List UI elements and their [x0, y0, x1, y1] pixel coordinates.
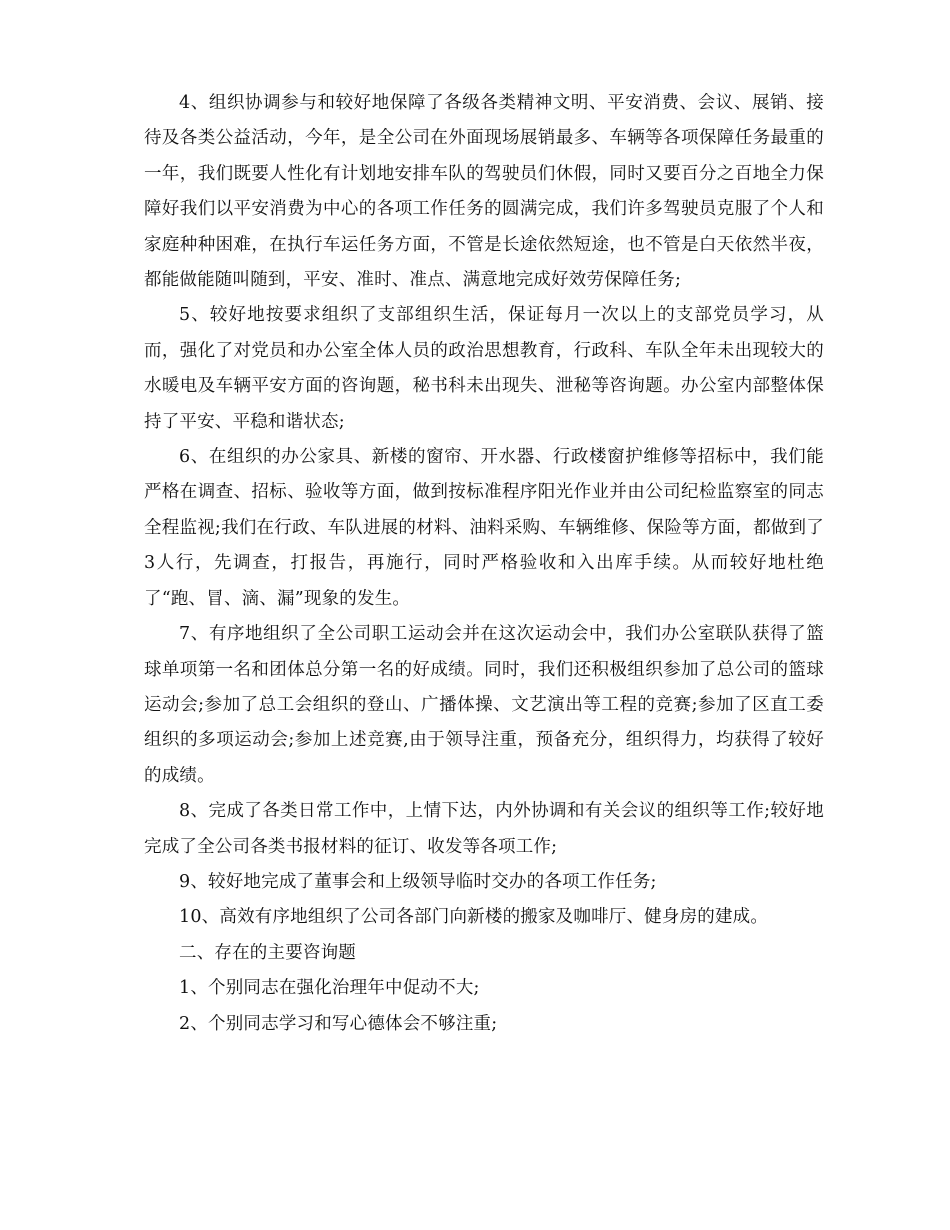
section-heading-problems: 二、存在的主要咨询题 [179, 942, 356, 963]
paragraph-item-5: 5、较好地按要求组织了支部组织生活，保证每月一次以上的支部党员学习，从而，强化了对党员和办公室全体人员的政治思想教育，行政科、车队全年未出现较大的水暖电及车辆平安方面的咨询题，秘书科未出现失、泄秘等咨询题。办公室内部整体保持了平安、平稳和谐状态; [144, 305, 824, 432]
problem-item-2: 2、个别同志学习和写心德体会不够注重; [179, 1013, 498, 1034]
paragraph-item-4: 4、组织协调参与和较好地保障了各级各类精神文明、平安消费、会议、展销、接待及各类公益活动，今年，是全公司在外面现场展销最多、车辆等各项保障任务最重的一年，我们既要人性化有计划地安排车队的驾驶员们休假，同时又要百分之百地全力保障好我们以平安消费为中心的各项工作任务的圆满完成，我们许多驾驶员克服了个人和家庭种种困难，在执行车运任务方面，不管是长途依然短途，也不管是白天依然半夜，都能做能随叫随到，平安、准时、准点、满意地完成好效劳保障任务; [144, 93, 824, 291]
paragraph-item-10: 10、高效有序地组织了公司各部门向新楼的搬家及咖啡厅、健身房的建成。 [179, 907, 769, 928]
paragraph-item-6: 6、在组织的办公家具、新楼的窗帘、开水器、行政楼窗护维修等招标中，我们能严格在调查、招标、验收等方面，做到按标准程序阳光作业并由公司纪检监察室的同志全程监视;我们在行政、车队进展的材料、油料采购、车辆维修、保险等方面，都做到了3人行，先调查，打报告，再施行，同时严格验收和入出库手续。从而较好地杜绝了“跑、冒、滴、漏”现象的发生。 [144, 447, 824, 609]
paragraph-item-7: 7、有序地组织了全公司职工运动会并在这次运动会中，我们办公室联队获得了篮球单项第一名和团体总分第一名的好成绩。同时，我们还积极组织参加了总公司的篮球运动会;参加了总工会组织的登山、广播体操、文艺演出等工程的竞赛;参加了区直工委组织的多项运动会;参加上述竞赛,由于领导注重，预备充分，组织得力，均获得了较好的成绩。 [144, 624, 824, 786]
problem-item-1: 1、个别同志在强化治理年中促动不大; [179, 978, 480, 999]
paragraph-item-9: 9、较好地完成了董事会和上级领导临时交办的各项工作任务; [179, 871, 657, 892]
paragraph-item-8: 8、完成了各类日常工作中，上情下达，内外协调和有关会议的组织等工作;较好地完成了全公司各类书报材料的征订、收发等各项工作; [144, 801, 824, 857]
